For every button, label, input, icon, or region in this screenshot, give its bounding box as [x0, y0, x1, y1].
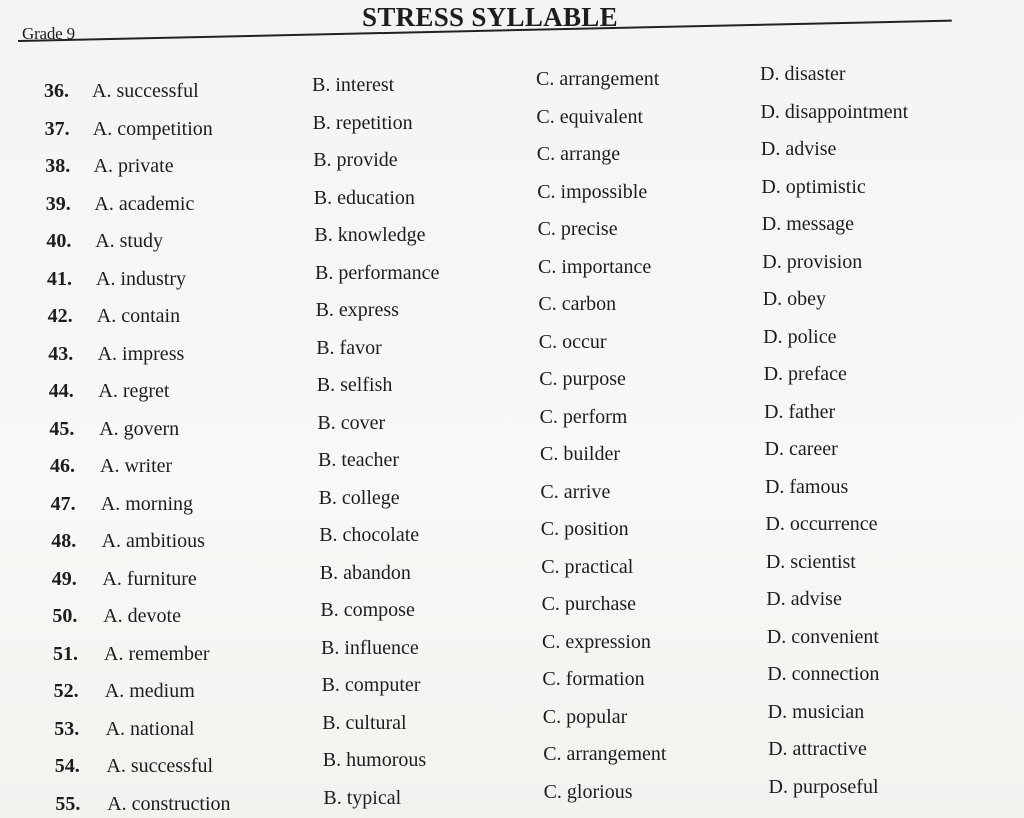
option-b: B. influence: [321, 636, 419, 659]
option-b: B. provide: [313, 149, 398, 171]
question-number: 36.: [44, 80, 69, 102]
option-b: B. favor: [316, 336, 382, 359]
option-a: A. national: [105, 717, 195, 740]
option-d: D. career: [764, 438, 838, 460]
option-d: D. preface: [763, 363, 847, 385]
question-number: 46.: [50, 455, 75, 477]
option-d: D. scientist: [765, 550, 856, 573]
option-b: B. college: [318, 486, 400, 509]
option-a: A. construction: [107, 792, 231, 815]
option-d: D. disappointment: [760, 100, 909, 123]
option-a: A. competition: [92, 117, 213, 140]
question-number: 40.: [46, 230, 72, 252]
question-number: 37.: [44, 117, 70, 140]
option-c: C. occur: [538, 330, 607, 353]
option-a: A. ambitious: [101, 530, 205, 552]
grade-label: Grade 9: [22, 24, 75, 43]
option-c: C. popular: [542, 705, 628, 728]
option-a: A. successful: [106, 755, 214, 777]
option-a: A. morning: [100, 492, 194, 515]
page-title: STRESS SYLLABLE: [362, 2, 618, 32]
option-d: D. message: [761, 213, 854, 235]
option-a: A. industry: [96, 267, 186, 290]
option-b: B. express: [315, 299, 399, 321]
question-number: 49.: [51, 567, 77, 590]
option-b: B. education: [313, 186, 415, 209]
option-b: B. knowledge: [314, 224, 426, 246]
question-number: 45.: [49, 417, 75, 440]
option-c: C. arrangement: [543, 743, 667, 765]
option-b: B. abandon: [319, 561, 411, 584]
option-b: B. cultural: [322, 711, 407, 734]
question-number: 39.: [45, 192, 71, 215]
option-b: B. interest: [312, 74, 395, 96]
question-number: 41.: [47, 267, 72, 290]
option-d: D. connection: [767, 663, 880, 685]
question-number: 50.: [52, 605, 78, 627]
question-number: 44.: [48, 380, 74, 402]
question-number: 53.: [54, 717, 80, 740]
option-b: B. compose: [320, 599, 415, 621]
option-c: C. formation: [542, 668, 645, 690]
option-a: A. regret: [98, 380, 170, 402]
option-d: D. attractive: [768, 738, 867, 760]
option-c: C. precise: [537, 218, 618, 240]
option-a: A. private: [93, 155, 174, 177]
option-a: A. study: [95, 230, 163, 252]
option-d: D. musician: [767, 700, 865, 723]
option-c: C. carbon: [538, 293, 617, 315]
option-d: D. optimistic: [761, 175, 866, 198]
option-b: B. chocolate: [319, 524, 420, 546]
option-c: C. arrangement: [536, 68, 660, 90]
option-a: A. govern: [99, 417, 180, 440]
option-a: A. writer: [100, 455, 173, 477]
option-c: C. impossible: [537, 180, 648, 203]
option-d: D. provision: [762, 250, 863, 273]
option-d: D. police: [763, 325, 837, 348]
question-number: 48.: [51, 530, 77, 552]
question-number: 52.: [53, 680, 79, 702]
option-c: C. purchase: [541, 593, 637, 615]
option-b: B. computer: [321, 674, 421, 696]
question-number: 55.: [55, 792, 81, 815]
option-a: A. impress: [97, 342, 185, 365]
option-b: B. cover: [317, 411, 386, 434]
option-a: A. contain: [96, 305, 181, 327]
option-a: A. medium: [104, 680, 195, 702]
option-d: D. disaster: [760, 63, 846, 85]
option-d: D. famous: [764, 475, 849, 498]
option-c: C. builder: [540, 443, 620, 465]
option-d: D. father: [764, 400, 836, 423]
option-b: B. repetition: [312, 111, 413, 134]
option-c: C. arrange: [536, 143, 621, 165]
option-a: A. remember: [104, 642, 210, 665]
option-a: A. devote: [103, 605, 181, 627]
option-c: C. equivalent: [536, 105, 644, 128]
option-b: B. humorous: [322, 749, 427, 771]
option-c: C. perform: [539, 405, 628, 428]
option-c: C. glorious: [543, 780, 633, 803]
option-d: D. purposeful: [768, 775, 879, 798]
question-number: 47.: [50, 492, 76, 515]
option-b: B. typical: [323, 786, 402, 809]
question-number: 51.: [53, 642, 78, 665]
option-c: C. position: [540, 518, 629, 540]
question-number: 42.: [47, 305, 73, 327]
option-a: A. academic: [94, 192, 195, 215]
option-b: B. teacher: [318, 449, 400, 471]
option-c: C. practical: [541, 555, 634, 578]
option-c: C. arrive: [540, 480, 611, 503]
option-d: D. convenient: [766, 625, 879, 648]
option-c: C. purpose: [539, 368, 626, 390]
option-c: C. expression: [542, 630, 651, 653]
option-d: D. advise: [766, 588, 842, 610]
option-c: C. importance: [538, 255, 652, 278]
option-d: D. occurrence: [765, 513, 878, 535]
option-d: D. advise: [760, 138, 837, 160]
option-b: B. selfish: [316, 374, 393, 396]
option-a: A. successful: [92, 80, 199, 102]
option-a: A. furniture: [102, 567, 197, 590]
option-b: B. performance: [315, 261, 440, 284]
question-number: 54.: [54, 755, 80, 777]
question-number: 38.: [45, 155, 71, 177]
question-number: 43.: [48, 342, 74, 365]
option-d: D. obey: [762, 288, 827, 310]
